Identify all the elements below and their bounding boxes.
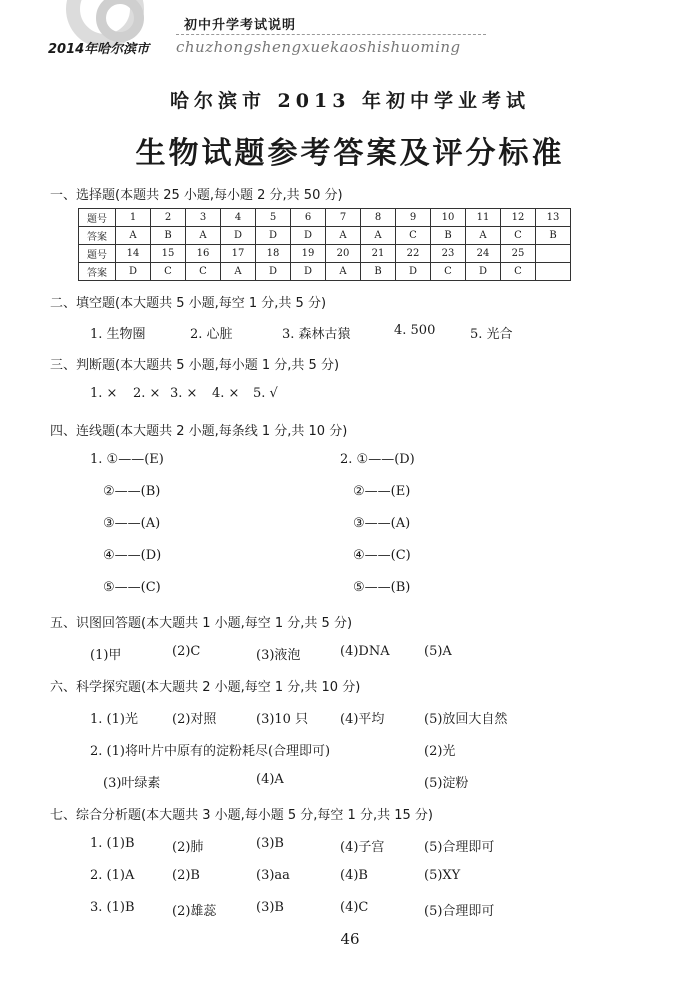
section-6-heading: 六、科学探究题(本大题共 2 小题,每空 1 分,共 10 分) — [50, 680, 361, 695]
table-cell: 18 — [256, 245, 291, 263]
table-cell: C — [186, 263, 221, 281]
explore-q2-2: (2)光 — [424, 744, 456, 759]
table-cell: 24 — [466, 245, 501, 263]
table-row — [79, 227, 571, 245]
table-cell: A — [361, 227, 396, 245]
judge-answer-5: 5. √ — [253, 386, 278, 401]
table-row — [79, 263, 571, 281]
section-7-heading: 七、综合分析题(本大题共 3 小题,每小题 5 分,每空 1 分,共 15 分) — [50, 808, 433, 823]
match-left-5: ⑤——(C) — [103, 580, 161, 595]
analysis-q1-1: 1. (1)B — [90, 836, 135, 851]
explore-q1-5: (5)放回大自然 — [424, 712, 508, 727]
table-cell: D — [291, 227, 326, 245]
analysis-q2-5: (5)XY — [424, 868, 461, 883]
table-cell: A — [116, 227, 151, 245]
analysis-q1-2: (2)肺 — [172, 840, 204, 855]
fill-answer-3: 3. 森林古猿 — [282, 327, 351, 342]
judge-answer-4: 4. × — [212, 386, 240, 401]
header-year-city: 2014年哈尔滨市 — [48, 42, 150, 57]
pic-answer-3: (3)液泡 — [256, 648, 301, 663]
table-cell: C — [431, 263, 466, 281]
match-right-4: ④——(C) — [353, 548, 411, 563]
table-cell: 1 — [116, 209, 151, 227]
answer-table — [78, 208, 571, 281]
table-cell: 4 — [221, 209, 256, 227]
table-cell: A — [326, 227, 361, 245]
table-cell: 答案 — [79, 263, 116, 281]
table-cell: C — [151, 263, 186, 281]
table-cell: 15 — [151, 245, 186, 263]
header-series-title: 初中升学考试说明 — [184, 18, 297, 33]
table-cell: 8 — [361, 209, 396, 227]
match-right-5: ⑤——(B) — [353, 580, 411, 595]
analysis-q2-1: 2. (1)A — [90, 868, 135, 883]
table-cell: 17 — [221, 245, 256, 263]
table-cell: B — [431, 227, 466, 245]
analysis-q3-1: 3. (1)B — [90, 900, 135, 915]
header-pinyin: chuzhongshengxuekaoshishuoming — [176, 38, 461, 56]
page-number: 46 — [340, 930, 360, 948]
table-cell: 2 — [151, 209, 186, 227]
table-row — [79, 245, 571, 263]
table-cell: 10 — [431, 209, 466, 227]
table-cell: A — [466, 227, 501, 245]
analysis-q3-3: (3)B — [256, 900, 284, 915]
table-cell: 6 — [291, 209, 326, 227]
table-cell: D — [256, 263, 291, 281]
table-cell: A — [186, 227, 221, 245]
match-left-4: ④——(D) — [103, 548, 162, 563]
fill-answer-4: 4. 500 — [394, 323, 436, 338]
table-cell: A — [221, 263, 256, 281]
table-cell: 25 — [501, 245, 536, 263]
explore-q1-1: 1. (1)光 — [90, 712, 138, 727]
analysis-q1-4: (4)子宫 — [340, 840, 385, 855]
table-cell: B — [536, 227, 571, 245]
judge-answer-1: 1. × — [90, 386, 118, 401]
section-1-heading: 一、选择题(本题共 25 小题,每小题 2 分,共 50 分) — [50, 188, 343, 203]
table-cell: 21 — [361, 245, 396, 263]
table-cell: 题号 — [79, 209, 116, 227]
table-cell: C — [396, 227, 431, 245]
table-cell: 19 — [291, 245, 326, 263]
table-cell: 14 — [116, 245, 151, 263]
table-cell: 16 — [186, 245, 221, 263]
page-title: 生物试题参考答案及评分标准 — [135, 136, 565, 171]
explore-q2-4: (4)A — [256, 772, 284, 787]
match-right-2: ②——(E) — [353, 484, 411, 499]
table-cell: 3 — [186, 209, 221, 227]
fill-answer-2: 2. 心脏 — [190, 327, 233, 342]
table-cell: 12 — [501, 209, 536, 227]
table-cell: D — [466, 263, 501, 281]
explore-q1-2: (2)对照 — [172, 712, 217, 727]
section-5-heading: 五、识图回答题(本大题共 1 小题,每空 1 分,共 5 分) — [50, 616, 353, 631]
pic-answer-1: (1)甲 — [90, 648, 122, 663]
fill-answer-5: 5. 光合 — [470, 327, 513, 342]
analysis-q2-2: (2)B — [172, 868, 200, 883]
table-cell: 题号 — [79, 245, 116, 263]
analysis-q3-4: (4)C — [340, 900, 369, 915]
analysis-q2-3: (3)aa — [256, 868, 290, 883]
analysis-q2-4: (4)B — [340, 868, 368, 883]
match-right-3: ③——(A) — [353, 516, 411, 531]
section-3-heading: 三、判断题(本大题共 5 小题,每小题 1 分,共 5 分) — [50, 358, 340, 373]
table-cell: B — [151, 227, 186, 245]
analysis-q3-5: (5)合理即可 — [424, 904, 495, 919]
section-4-heading: 四、连线题(本大题共 2 小题,每条线 1 分,共 10 分) — [50, 424, 348, 439]
pic-answer-5: (5)A — [424, 644, 452, 659]
table-cell: C — [501, 263, 536, 281]
table-cell: 9 — [396, 209, 431, 227]
table-cell: 20 — [326, 245, 361, 263]
pic-answer-4: (4)DNA — [340, 644, 390, 659]
section-2-heading: 二、填空题(本大题共 5 小题,每空 1 分,共 5 分) — [50, 296, 327, 311]
table-cell: D — [221, 227, 256, 245]
header-divider — [176, 34, 486, 35]
explore-q1-3: (3)10 只 — [256, 712, 309, 727]
table-cell — [536, 263, 571, 281]
table-cell: 23 — [431, 245, 466, 263]
table-cell: 答案 — [79, 227, 116, 245]
analysis-q3-2: (2)雄蕊 — [172, 904, 217, 919]
table-cell: 5 — [256, 209, 291, 227]
table-row — [79, 209, 571, 227]
explore-q2-1: 2. (1)将叶片中原有的淀粉耗尽(合理即可) — [90, 744, 331, 759]
judge-answer-2: 2. × — [133, 386, 161, 401]
match-left-3: ③——(A) — [103, 516, 161, 531]
table-cell — [536, 245, 571, 263]
table-cell: D — [396, 263, 431, 281]
table-cell: A — [326, 263, 361, 281]
match-right-1: 2. ①——(D) — [340, 452, 415, 467]
fill-answer-1: 1. 生物圈 — [90, 327, 146, 342]
table-cell: D — [116, 263, 151, 281]
table-cell: 11 — [466, 209, 501, 227]
table-cell: B — [361, 263, 396, 281]
exam-title: 哈尔滨市 2013 年初中学业考试 — [169, 90, 531, 112]
match-left-2: ②——(B) — [103, 484, 161, 499]
table-cell: D — [256, 227, 291, 245]
table-cell: D — [291, 263, 326, 281]
analysis-q1-5: (5)合理即可 — [424, 840, 495, 855]
explore-q1-4: (4)平均 — [340, 712, 385, 727]
table-cell: C — [501, 227, 536, 245]
explore-q2-5: (5)淀粉 — [424, 776, 469, 791]
judge-answer-3: 3. × — [170, 386, 198, 401]
table-cell: 7 — [326, 209, 361, 227]
pic-answer-2: (2)C — [172, 644, 201, 659]
table-cell: 13 — [536, 209, 571, 227]
analysis-q1-3: (3)B — [256, 836, 284, 851]
explore-q2-3: (3)叶绿素 — [103, 776, 161, 791]
match-left-1: 1. ①——(E) — [90, 452, 164, 467]
table-cell: 22 — [396, 245, 431, 263]
